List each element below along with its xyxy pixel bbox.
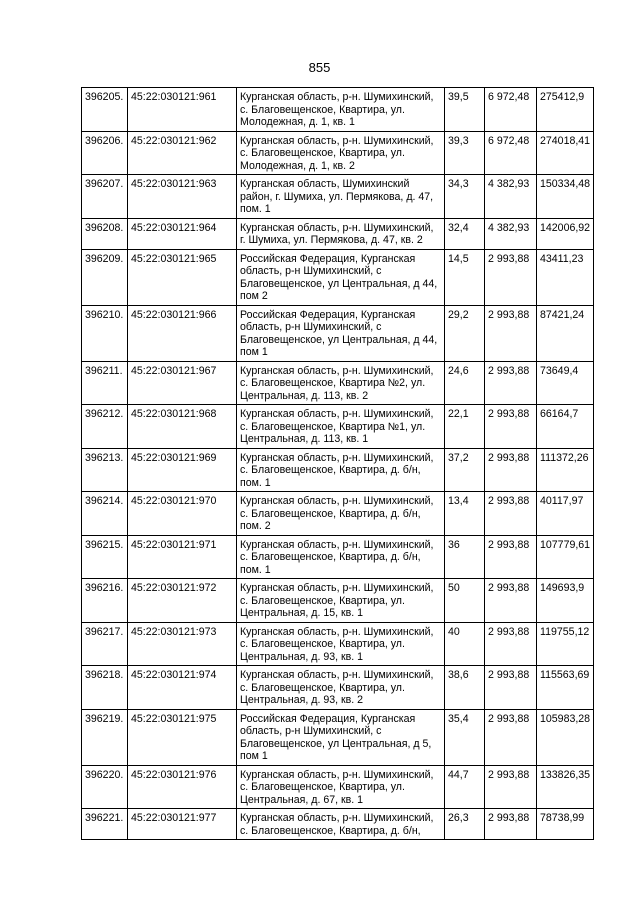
area-cell: 34,3 [445,175,485,219]
cadastral-number-cell: 45:22:030121:973 [128,622,237,666]
cadastral-value-cell: 43411,23 [537,249,594,305]
rate-cell: 6 972,48 [485,131,537,175]
address-cell: Курганская область, р-н. Шумихинский, с. Благовещенское, Квартира, ул. Молодежная, д. 1, кв. 1 [237,88,445,132]
address-cell: Курганская область, р-н. Шумихинский, с. Благовещенское, Квартира, ул. Центральная, д. 15, кв. 1 [237,579,445,623]
address-cell: Курганская область, р-н. Шумихинский, с. Благовещенское, Квартира, д. б/н, [237,809,445,840]
cadastral-number-cell: 45:22:030121:970 [128,492,237,536]
cadastral-value-cell: 73649,4 [537,361,594,405]
cadastral-value-cell: 66164,7 [537,405,594,449]
address-cell: Российская Федерация, Курганская область, р-н Шумихинский, с Благовещенское, ул Центральная, д 44, пом 1 [237,305,445,361]
cadastral-value-cell: 274018,41 [537,131,594,175]
address-cell: Российская Федерация, Курганская область, р-н Шумихинский, с Благовещенское, ул Центральная, д 5, пом 1 [237,709,445,765]
table-row [82,492,594,536]
area-cell: 39,5 [445,88,485,132]
rate-cell: 2 993,88 [485,709,537,765]
cadastral-number-cell: 45:22:030121:964 [128,218,237,249]
cadastral-value-cell: 150334,48 [537,175,594,219]
area-cell: 44,7 [445,765,485,809]
area-cell: 38,6 [445,666,485,710]
row-number-cell: 396221. [82,809,128,840]
row-number-cell: 396220. [82,765,128,809]
rate-cell: 2 993,88 [485,535,537,579]
cadastral-number-cell: 45:22:030121:966 [128,305,237,361]
rate-cell: 2 993,88 [485,622,537,666]
cadastral-value-cell: 149693,9 [537,579,594,623]
area-cell: 13,4 [445,492,485,536]
address-cell: Курганская область, р-н. Шумихинский, с. Благовещенское, Квартира №1, ул. Центральная, д. 113, кв. 1 [237,405,445,449]
rate-cell: 2 993,88 [485,579,537,623]
rate-cell: 4 382,93 [485,218,537,249]
table-row [82,622,594,666]
address-cell: Курганская область, р-н. Шумихинский, с. Благовещенское, Квартира, ул. Центральная, д. 93, кв. 1 [237,622,445,666]
area-cell: 40 [445,622,485,666]
row-number-cell: 396218. [82,666,128,710]
row-number-cell: 396214. [82,492,128,536]
area-cell: 36 [445,535,485,579]
cadastral-value-cell: 107779,61 [537,535,594,579]
row-number-cell: 396208. [82,218,128,249]
rate-cell: 4 382,93 [485,175,537,219]
area-cell: 37,2 [445,448,485,492]
cadastral-number-cell: 45:22:030121:963 [128,175,237,219]
rate-cell: 2 993,88 [485,666,537,710]
row-number-cell: 396207. [82,175,128,219]
table-row [82,131,594,175]
rate-cell: 2 993,88 [485,765,537,809]
address-cell: Курганская область, р-н. Шумихинский, с. Благовещенское, Квартира, д. б/н, пом. 1 [237,448,445,492]
cadastral-value-cell: 133826,35 [537,765,594,809]
page-number: 855 [308,60,331,75]
cadastral-value-cell: 40117,97 [537,492,594,536]
address-cell: Курганская область, р-н. Шумихинский, с. Благовещенское, Квартира №2, ул. Центральная, д. 113, кв. 2 [237,361,445,405]
cadastral-number-cell: 45:22:030121:965 [128,249,237,305]
cadastral-value-cell: 105983,28 [537,709,594,765]
table-row [82,305,594,361]
rate-cell: 2 993,88 [485,492,537,536]
address-cell: Курганская область, р-н. Шумихинский, с. Благовещенское, Квартира, ул. Центральная, д. 67, кв. 1 [237,765,445,809]
area-cell: 32,4 [445,218,485,249]
area-cell: 14,5 [445,249,485,305]
address-cell: Российская Федерация, Курганская область, р-н Шумихинский, с Благовещенское, ул Центральная, д 44, пом 2 [237,249,445,305]
area-cell: 22,1 [445,405,485,449]
cadastral-number-cell: 45:22:030121:971 [128,535,237,579]
rate-cell: 2 993,88 [485,249,537,305]
cadastral-value-cell: 87421,24 [537,305,594,361]
cadastral-value-table [81,87,594,840]
rate-cell: 2 993,88 [485,305,537,361]
cadastral-number-cell: 45:22:030121:976 [128,765,237,809]
table-row [82,765,594,809]
cadastral-number-cell: 45:22:030121:961 [128,88,237,132]
area-cell: 29,2 [445,305,485,361]
cadastral-value-cell: 142006,92 [537,218,594,249]
address-cell: Курганская область, Шумихинский район, г. Шумиха, ул. Пермякова, д. 47, пом. 1 [237,175,445,219]
row-number-cell: 396213. [82,448,128,492]
table-row [82,405,594,449]
table-row [82,361,594,405]
cadastral-number-cell: 45:22:030121:977 [128,809,237,840]
cadastral-number-cell: 45:22:030121:975 [128,709,237,765]
area-cell: 39,3 [445,131,485,175]
row-number-cell: 396216. [82,579,128,623]
table-body [82,88,594,840]
address-cell: Курганская область, р-н. Шумихинский, с. Благовещенское, Квартира, д. б/н, пом. 2 [237,492,445,536]
table-row [82,448,594,492]
table-row [82,579,594,623]
cadastral-number-cell: 45:22:030121:969 [128,448,237,492]
table-row [82,88,594,132]
cadastral-number-cell: 45:22:030121:974 [128,666,237,710]
rate-cell: 2 993,88 [485,361,537,405]
cadastral-number-cell: 45:22:030121:967 [128,361,237,405]
area-cell: 50 [445,579,485,623]
row-number-cell: 396211. [82,361,128,405]
cadastral-number-cell: 45:22:030121:968 [128,405,237,449]
row-number-cell: 396206. [82,131,128,175]
cadastral-number-cell: 45:22:030121:972 [128,579,237,623]
table-row [82,666,594,710]
area-cell: 26,3 [445,809,485,840]
address-cell: Курганская область, р-н. Шумихинский, с. Благовещенское, Квартира, ул. Молодежная, д. 1, кв. 2 [237,131,445,175]
row-number-cell: 396212. [82,405,128,449]
row-number-cell: 396210. [82,305,128,361]
address-cell: Курганская область, р-н. Шумихинский, с. Благовещенское, Квартира, д. б/н, пом. 1 [237,535,445,579]
cadastral-value-cell: 115563,69 [537,666,594,710]
cadastral-number-cell: 45:22:030121:962 [128,131,237,175]
cadastral-value-cell: 119755,12 [537,622,594,666]
rate-cell: 6 972,48 [485,88,537,132]
address-cell: Курганская область, р-н. Шумихинский, г. Шумиха, ул. Пермякова, д. 47, кв. 2 [237,218,445,249]
table-row [82,249,594,305]
cadastral-value-cell: 78738,99 [537,809,594,840]
row-number-cell: 396215. [82,535,128,579]
rate-cell: 2 993,88 [485,448,537,492]
table-row [82,175,594,219]
rate-cell: 2 993,88 [485,405,537,449]
row-number-cell: 396209. [82,249,128,305]
rate-cell: 2 993,88 [485,809,537,840]
table-row [82,218,594,249]
table-row [82,809,594,840]
row-number-cell: 396217. [82,622,128,666]
area-cell: 24,6 [445,361,485,405]
address-cell: Курганская область, р-н. Шумихинский, с. Благовещенское, Квартира, ул. Центральная, д. 93, кв. 2 [237,666,445,710]
row-number-cell: 396205. [82,88,128,132]
cadastral-value-cell: 111372,26 [537,448,594,492]
row-number-cell: 396219. [82,709,128,765]
area-cell: 35,4 [445,709,485,765]
table-row [82,709,594,765]
table-row [82,535,594,579]
cadastral-value-cell: 275412,9 [537,88,594,132]
